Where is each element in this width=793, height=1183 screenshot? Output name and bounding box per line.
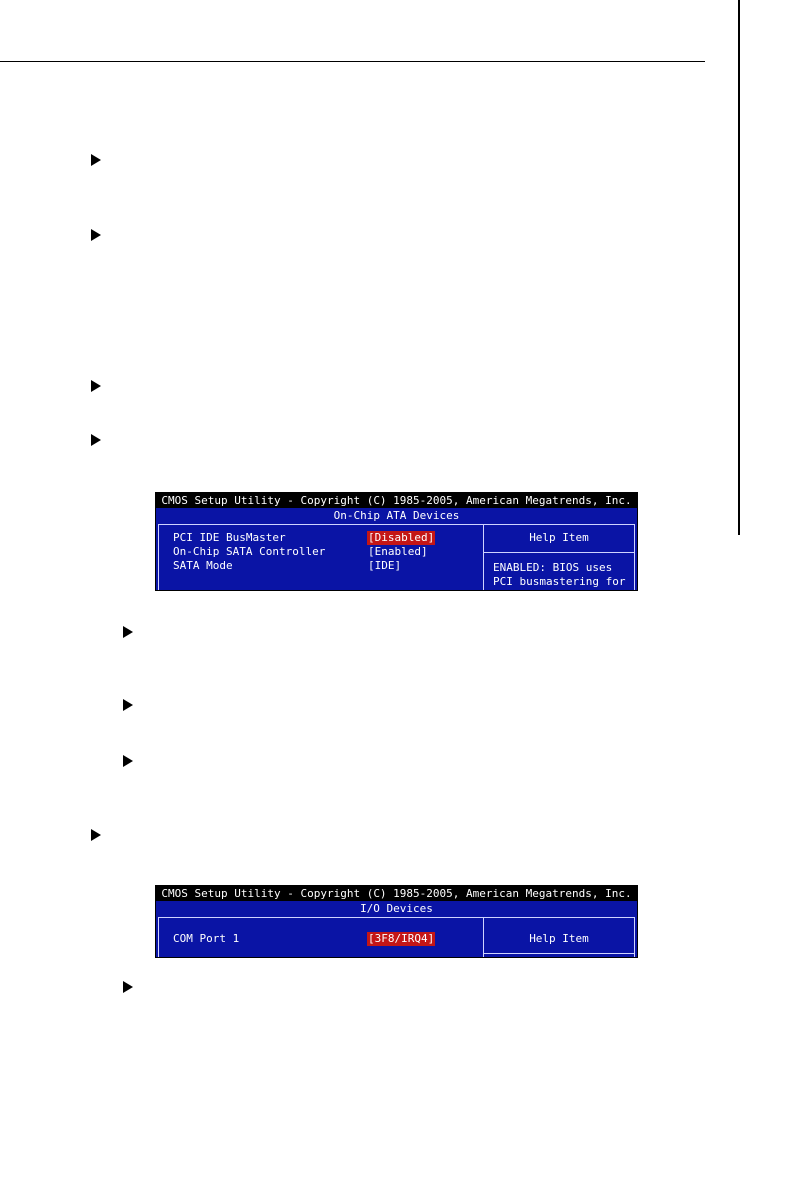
help-header: Help Item <box>529 531 589 544</box>
setting-value[interactable]: [Enabled] <box>368 545 428 558</box>
setting-label: PCI IDE BusMaster <box>173 531 286 544</box>
help-header: Help Item <box>529 932 589 945</box>
help-separator <box>484 552 634 553</box>
setting-label: On-Chip SATA Controller <box>173 545 326 558</box>
bios-io-screenshot <box>155 885 638 958</box>
help-text-line: PCI busmastering for <box>493 575 626 588</box>
bullet-arrow-icon <box>123 755 133 767</box>
setting-label: COM Port 1 <box>173 932 240 945</box>
bios-ata-screenshot <box>155 492 638 591</box>
setting-value[interactable]: [IDE] <box>368 559 402 572</box>
setting-label: SATA Mode <box>173 559 233 572</box>
bullet-arrow-icon <box>123 981 133 993</box>
bullet-arrow-icon <box>91 154 101 166</box>
setting-value-selected[interactable]: [3F8/IRQ4] <box>368 932 435 945</box>
bullet-arrow-icon <box>91 380 101 392</box>
bios-subtitle: I/O Devices <box>360 902 433 915</box>
help-separator <box>484 953 634 954</box>
bios-frame <box>158 917 635 957</box>
bios-title: CMOS Setup Utility - Copyright (C) 1985-2005, American Megatrends, Inc. <box>156 886 637 901</box>
bios-subtitle: On-Chip ATA Devices <box>333 509 460 522</box>
help-text-line: ENABLED: BIOS uses <box>493 561 613 574</box>
bullet-arrow-icon <box>91 829 101 841</box>
side-rule <box>738 0 740 535</box>
bios-frame <box>158 524 635 590</box>
setting-value-selected[interactable]: [Disabled] <box>368 531 435 544</box>
bullet-arrow-icon <box>91 434 101 446</box>
header-rule <box>0 61 705 62</box>
bullet-arrow-icon <box>91 229 101 241</box>
bullet-arrow-icon <box>123 626 133 638</box>
bios-title: CMOS Setup Utility - Copyright (C) 1985-2005, American Megatrends, Inc. <box>156 493 637 508</box>
bullet-arrow-icon <box>123 699 133 711</box>
